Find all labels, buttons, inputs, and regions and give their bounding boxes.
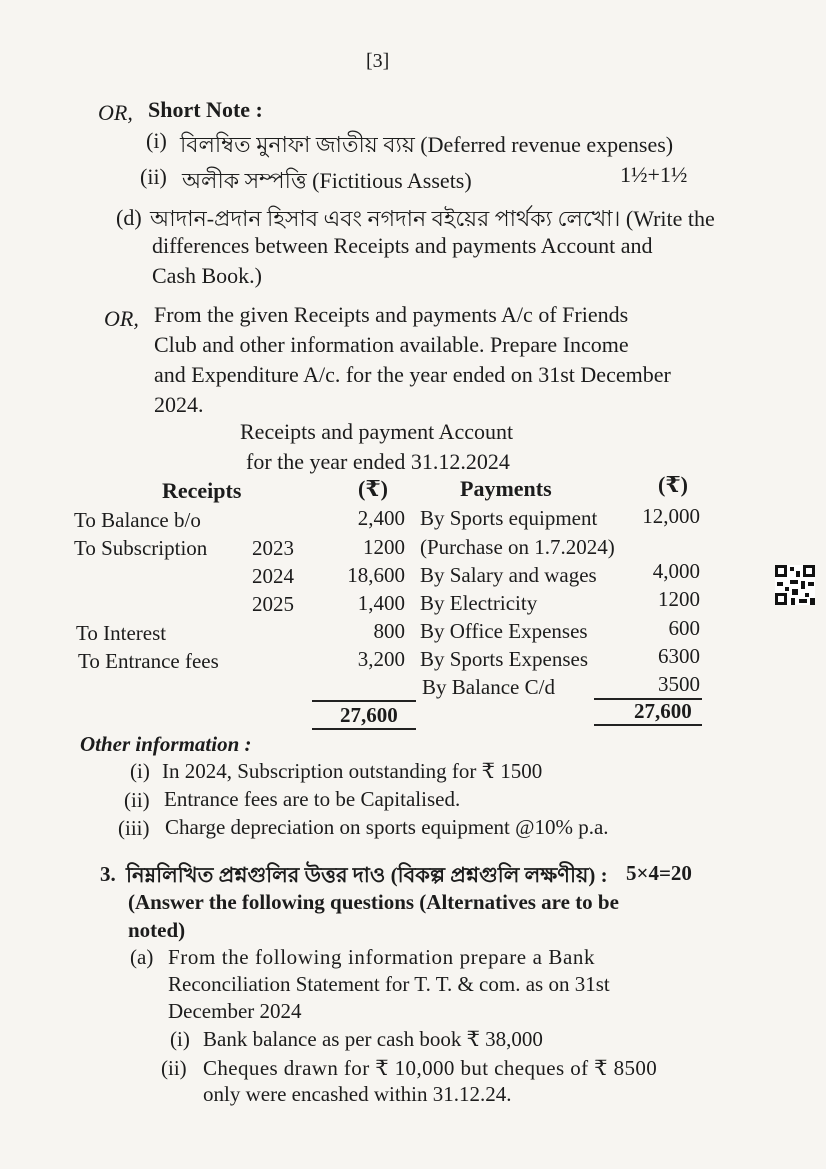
short-note-item-num: (i)	[146, 128, 167, 153]
question-3a-num: (a)	[130, 945, 154, 969]
question-3a-line: Reconciliation Statement for T. T. & com. as on 31st	[168, 972, 610, 996]
receipt-label: To Entrance fees	[78, 649, 219, 673]
payment-label: By Sports equipment	[420, 506, 598, 530]
page-number: [3]	[366, 50, 390, 72]
receipts-total-rule-top	[312, 700, 416, 702]
payment-label: By Balance C/d	[422, 675, 555, 699]
receipt-year: 2025	[252, 592, 294, 616]
payments-header: Payments	[460, 476, 552, 501]
question-3-english: noted)	[128, 918, 186, 942]
short-note-item-num: (ii)	[140, 164, 167, 189]
question-d-line: Cash Book.)	[152, 263, 262, 288]
receipt-amount: 2,400	[357, 506, 405, 530]
receipt-amount: 3,200	[357, 647, 405, 671]
payment-label: By Salary and wages	[420, 563, 597, 587]
question-d-line: differences between Receipts and payments Account and	[152, 233, 653, 258]
short-note-item-text: বিলম্বিত মুনাফা জাতীয় ব্যয় (Deferred revenue expenses)	[180, 132, 674, 157]
question-3a-item-num: (ii)	[161, 1056, 187, 1080]
payments-total-rule-bottom	[594, 724, 702, 726]
receipt-label: To Interest	[76, 621, 167, 645]
qr-code-icon	[775, 565, 815, 605]
payment-label: (Purchase on 1.7.2024)	[420, 535, 615, 559]
receipt-amount: 800	[373, 619, 405, 643]
short-note-item-text: অলীক সম্পত্তি (Fictitious Assets)	[182, 168, 472, 193]
payment-amount: 6300	[658, 644, 700, 668]
payment-amount: 4,000	[652, 559, 700, 583]
question-3-num: 3.	[100, 862, 116, 886]
friends-question-line: From the given Receipts and payments A/c of Friends	[154, 302, 629, 327]
receipts-total-rule-bottom	[312, 728, 416, 730]
friends-question-line: and Expenditure A/c. for the year ended on 31st December	[154, 362, 671, 387]
receipt-amount: 18,600	[347, 563, 405, 587]
question-3a-item-text: only were encashed within 31.12.24.	[203, 1082, 512, 1106]
receipts-rupee-header: (₹)	[358, 476, 388, 501]
question-3-marks: 5×4=20	[626, 861, 692, 885]
account-title: Receipts and payment Account	[240, 419, 514, 444]
short-note-title: Short Note :	[148, 97, 263, 122]
receipt-year: 2024	[252, 564, 294, 588]
question-3a-item-text: Bank balance as per cash book ₹ 38,000	[203, 1027, 543, 1051]
receipts-total: 27,600	[340, 703, 398, 727]
other-info-text: In 2024, Subscription outstanding for ₹ 1500	[162, 759, 543, 783]
receipts-header: Receipts	[162, 478, 242, 503]
question-3a-item-num: (i)	[170, 1027, 190, 1051]
short-note-marks: 1½+1½	[620, 162, 688, 187]
question-3-english: (Answer the following questions (Alternatives are to be	[128, 890, 619, 914]
receipt-year: 2023	[252, 536, 294, 560]
or-label: OR,	[98, 100, 133, 125]
other-info-title: Other information :	[80, 732, 252, 756]
question-3a-line: December 2024	[168, 999, 302, 1023]
payment-amount: 12,000	[642, 504, 700, 528]
payments-rupee-header: (₹)	[658, 472, 688, 497]
or-label: OR,	[104, 306, 139, 331]
payment-amount: 1200	[658, 587, 700, 611]
receipt-amount: 1200	[363, 535, 405, 559]
account-subtitle: for the year ended 31.12.2024	[246, 449, 510, 474]
payments-total: 27,600	[634, 699, 692, 723]
question-3-bengali: নিম্নলিখিত প্রশ্নগুলির উত্তর দাও (বিকল্প প্রশ্নগুলি লক্ষণীয়) :	[126, 863, 608, 887]
other-info-num: (i)	[130, 759, 150, 783]
question-d-num: (d)	[116, 205, 142, 230]
other-info-text: Entrance fees are to be Capitalised.	[164, 787, 461, 811]
other-info-num: (iii)	[118, 816, 150, 840]
question-3a-line: From the following information prepare a Bank	[168, 945, 596, 969]
payment-amount: 3500	[658, 672, 700, 696]
payment-amount: 600	[668, 616, 700, 640]
receipt-amount: 1,400	[357, 591, 405, 615]
question-3a-item-text: Cheques drawn for ₹ 10,000 but cheques of ₹ 8500	[203, 1056, 658, 1080]
payment-label: By Electricity	[420, 591, 538, 615]
other-info-num: (ii)	[124, 788, 150, 812]
friends-question-line: 2024.	[154, 392, 204, 417]
question-d-line: আদান-প্রদান হিসাব এবং নগদান বইয়ের পার্থক্য লেখো। (Write the	[150, 206, 715, 231]
receipt-label: To Balance b/o	[74, 508, 201, 532]
other-info-text: Charge depreciation on sports equipment @10% p.a.	[165, 815, 609, 839]
payment-label: By Sports Expenses	[420, 647, 588, 671]
receipt-label: To Subscription	[74, 536, 208, 560]
payment-label: By Office Expenses	[420, 619, 588, 643]
friends-question-line: Club and other information available. Prepare Income	[154, 332, 629, 357]
